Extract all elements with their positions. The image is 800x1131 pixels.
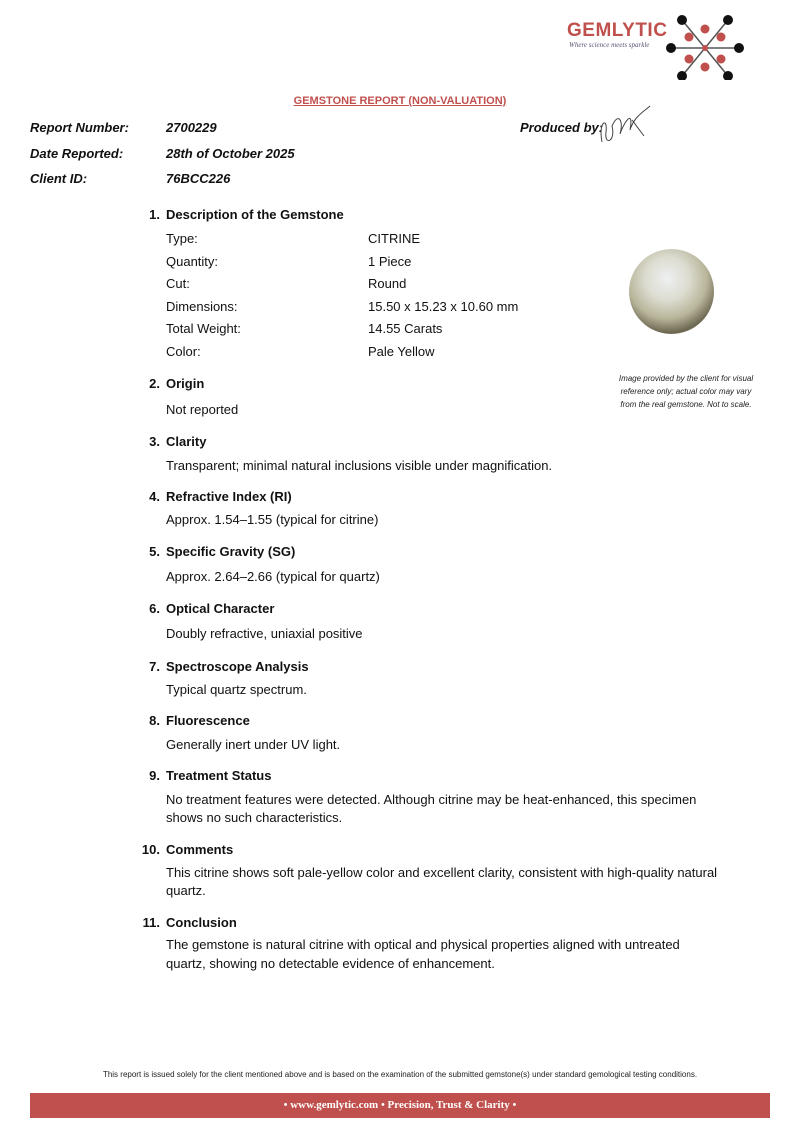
section-number: 10. <box>141 842 160 857</box>
section-heading: Refractive Index (RI) <box>166 489 292 504</box>
footer-disclaimer: This report is issued solely for the client mentioned above and is based on the examination of the submitted gemstone(s) under standard gemological testing conditions. <box>102 1070 698 1079</box>
desc-label: Type: <box>166 231 198 246</box>
section-text: Doubly refractive, uniaxial positive <box>166 626 363 641</box>
caption-line: reference only; actual color may vary <box>620 387 752 396</box>
section-heading: Clarity <box>166 434 207 449</box>
desc-value: 15.50 x 15.23 x 10.60 mm <box>368 299 519 314</box>
desc-value: CITRINE <box>368 231 420 246</box>
section-heading: Comments <box>166 842 234 857</box>
section-text: Generally inert under UV light. <box>166 737 341 752</box>
section-text: Transparent; minimal natural inclusions visible under magnification. <box>166 458 553 473</box>
section-text: Approx. 2.64–2.66 (typical for quartz) <box>166 569 380 584</box>
caption-line: from the real gemstone. Not to scale. <box>620 400 752 409</box>
report-title: GEMSTONE REPORT (NON-VALUATION) <box>293 95 507 107</box>
desc-value: 14.55 Carats <box>368 321 443 336</box>
section-text: quartz. <box>166 883 206 898</box>
gemstone-image <box>629 249 714 334</box>
section-number: 8. <box>149 713 160 728</box>
section-heading: Treatment Status <box>166 768 272 783</box>
section-number: 3. <box>149 434 160 449</box>
caption-line: Image provided by the client for visual <box>618 374 754 383</box>
section-number: 7. <box>149 659 160 674</box>
section-number: 9. <box>149 768 160 783</box>
produced-by-label: Produced by: <box>520 120 604 135</box>
section-text: quartz, showing no detectable evidence of enhancement. <box>166 956 495 971</box>
section-heading: Fluorescence <box>166 713 250 728</box>
section-number: 2. <box>149 376 160 391</box>
section-text: shows no such characteristics. <box>166 810 343 825</box>
section-text: Not reported <box>166 402 239 417</box>
report-number-label: Report Number: <box>30 120 129 135</box>
image-caption <box>596 372 776 411</box>
section-heading: Origin <box>166 376 205 391</box>
signature <box>594 102 654 152</box>
date-reported: 28th of October 2025 <box>166 146 295 161</box>
section-heading: Optical Character <box>166 601 275 616</box>
section-text: This citrine shows soft pale-yellow color and excellent clarity, consistent with high-quality natural <box>166 865 718 880</box>
footer-bar: • www.gemlytic.com • Precision, Trust & Clarity • <box>30 1093 770 1118</box>
report-number: 2700229 <box>166 120 217 135</box>
desc-label: Dimensions: <box>166 299 238 314</box>
section-heading: Spectroscope Analysis <box>166 659 309 674</box>
section-number: 5. <box>149 544 160 559</box>
client-id: 76BCC226 <box>166 171 231 186</box>
section-number: 4. <box>149 489 160 504</box>
section-text: The gemstone is natural citrine with optical and physical properties aligned with untreated <box>166 937 680 952</box>
client-id-label: Client ID: <box>30 171 88 186</box>
section-number: 11. <box>142 915 160 930</box>
desc-label: Color: <box>166 344 201 359</box>
desc-label: Cut: <box>166 276 190 291</box>
logo-tagline: Where science meets sparkle <box>569 41 650 49</box>
desc-label: Total Weight: <box>166 321 241 336</box>
logo-molecule-icon <box>665 12 745 80</box>
section-number: 6. <box>149 601 160 616</box>
section-heading: Description of the Gemstone <box>166 207 344 222</box>
section-text: No treatment features were detected. Although citrine may be heat-enhanced, this specimen <box>166 792 697 807</box>
desc-value: 1 Piece <box>368 254 412 269</box>
section-number: 1. <box>149 207 160 222</box>
section-heading: Conclusion <box>166 915 237 930</box>
desc-label: Quantity: <box>166 254 219 269</box>
desc-value: Round <box>368 276 407 291</box>
date-label: Date Reported: <box>30 146 124 161</box>
desc-value: Pale Yellow <box>368 344 435 359</box>
section-text: Typical quartz spectrum. <box>166 682 307 697</box>
section-text: Approx. 1.54–1.55 (typical for citrine) <box>166 512 379 527</box>
logo-wordmark: GEMLYTIC <box>567 20 668 41</box>
section-heading: Specific Gravity (SG) <box>166 544 296 559</box>
